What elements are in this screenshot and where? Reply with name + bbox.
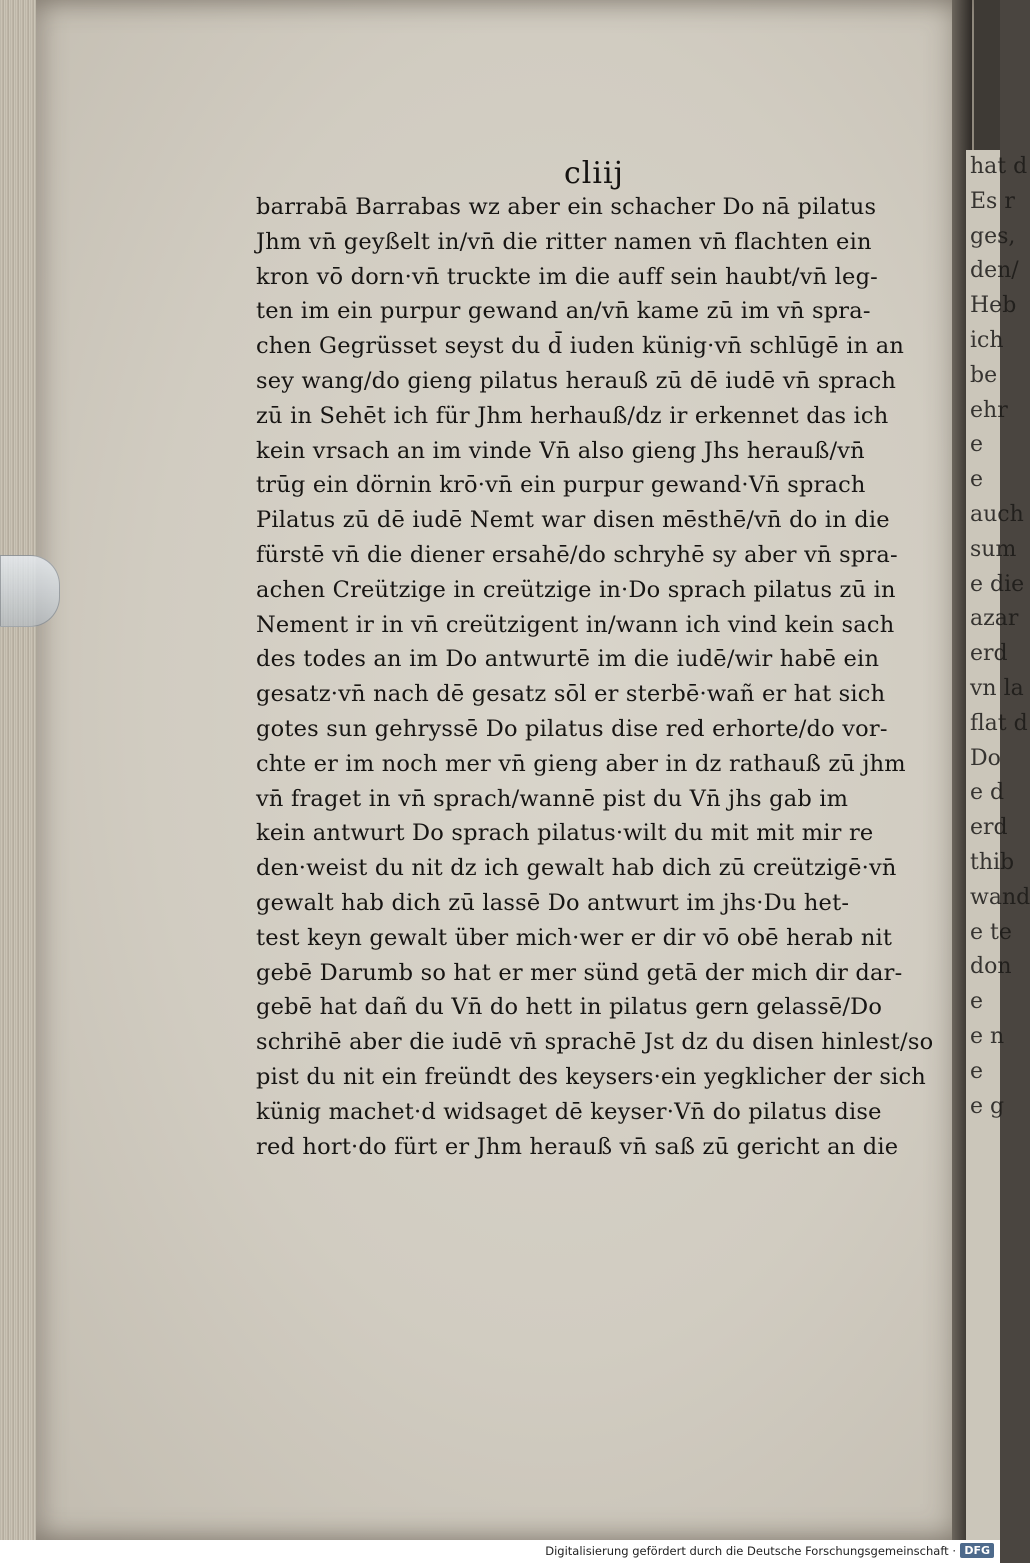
facing-page-fragment: ges,	[970, 223, 1016, 249]
facing-page-fragment: Do	[970, 745, 1001, 771]
text-line: gewalt hab dich zū lassē Do antwurt im jhs·Du het-	[256, 889, 850, 916]
facing-page-fragment: e d	[970, 780, 1005, 806]
facing-page-fragment: vn la	[970, 675, 1024, 701]
text-line: zū in Sehēt ich für Jhm herhauß/dz ir erkennet das ich	[256, 402, 889, 429]
facing-page-fragment: erd	[970, 641, 1008, 667]
facing-page-fragment: erd	[970, 815, 1008, 841]
facing-page-fragment: e	[970, 432, 984, 458]
facing-page-fragment: e g	[970, 1093, 1005, 1119]
text-line: chen Gegrüsset seyst du d̄ iuden künig·vn̄ schlūgē in an	[256, 333, 905, 360]
facing-page-fragment: e	[970, 467, 984, 493]
facing-page-fragment: e n	[970, 1023, 1005, 1049]
facing-page-fragment: ehr	[970, 397, 1008, 423]
facing-page-fragment: hat d	[970, 154, 1028, 179]
text-line: barrabā Barrabas wz aber ein schacher Do nā pilatus	[256, 194, 877, 220]
facing-page-fragment: ich	[970, 327, 1004, 353]
text-line: Jhm vn̄ geyßelt in/vn̄ die ritter namen vn̄ flachten ein	[256, 228, 872, 255]
text-line: sey wang/do gieng pilatus herauß zū dē iudē vn̄ sprach	[256, 367, 897, 394]
text-line: Pilatus zū dē iudē Nemt war disen mēsthē/vn̄ do in die	[256, 507, 890, 534]
folio-number: cliij	[564, 156, 624, 191]
page-clip	[0, 555, 60, 627]
facing-page-edge	[966, 150, 1030, 1540]
page-stack-edge	[0, 0, 40, 1540]
text-line: test keyn gewalt über mich·wer er dir vō obē herab nit	[256, 924, 893, 951]
text-line: den·weist du nit dz ich gewalt hab dich zū creützigē·vn̄	[256, 855, 897, 882]
text-line: chte er im noch mer vn̄ gieng aber in dz rathauß zū jhm	[256, 750, 906, 777]
facing-page-fragment: flat d	[970, 710, 1028, 736]
text-line: künig machet·d widsaget dē keyser·Vn̄ do pilatus dise	[256, 1098, 882, 1125]
text-line: kron vō dorn·vn̄ truckte im die auff sein haubt/vn̄ leg-	[256, 263, 878, 290]
dfg-logo: DFG	[960, 1543, 994, 1558]
text-line: Nement ir in vn̄ creützigent in/wann ich vind kein sach	[256, 611, 895, 638]
facing-page-fragment: sum	[970, 536, 1017, 562]
text-line: kein vrsach an im vinde Vn̄ also gieng Jhs herauß/vn̄	[256, 437, 865, 464]
text-line: red hort·do fürt er Jhm herauß vn̄ saß zū gericht an die	[256, 1133, 899, 1160]
facing-page-fragment: don	[970, 954, 1012, 980]
facing-page-fragment: be	[970, 362, 998, 388]
text-line: pist du nit ein freündt des keysers·ein yegklicher der sich	[256, 1063, 926, 1090]
text-line: des todes an im Do antwurtē im die iudē/wir habē ein	[256, 646, 880, 673]
facing-page-fragment: Es r	[970, 188, 1015, 214]
text-line: vn̄ fraget in vn̄ sprach/wannē pist du Vn̄ jhs gab im	[256, 785, 849, 812]
text-line: gesatz·vn̄ nach dē gesatz sōl er sterbē·wañ er hat sich	[256, 681, 886, 708]
facing-page-fragment: e	[970, 989, 984, 1015]
funding-credit: Digitalisierung gefördert durch die Deutsche Forschungsgemeinschaft ·	[545, 1544, 956, 1558]
text-line: gebē hat dañ du Vn̄ do hett in pilatus gern gelassē/Do	[256, 994, 883, 1021]
text-line: ten im ein purpur gewand an/vn̄ kame zū im vn̄ spra-	[256, 298, 871, 325]
text-line: trūg ein dörnin krō·vn̄ ein purpur gewand·Vn̄ sprach	[256, 472, 866, 499]
text-line: fürstē vn̄ die diener ersahē/do schryhē sy aber vn̄ spra-	[256, 541, 898, 568]
facing-page-fragment: e	[970, 1058, 984, 1084]
facing-page-fragment: den/	[970, 258, 1019, 284]
text-line: gebē Darumb so hat er mer sünd getā der mich dir dar-	[256, 959, 903, 986]
text-line: achen Creützige in creützige in·Do sprach pilatus zū in	[256, 576, 896, 603]
facing-page-fragment: e te	[970, 919, 1012, 945]
facing-page-fragment: azar	[970, 606, 1019, 632]
footer-bar	[0, 1540, 1000, 1563]
text-block	[256, 190, 934, 1164]
facing-page-fragment: Heb	[970, 293, 1017, 319]
facing-page-fragment: wand	[970, 884, 1030, 910]
text-line: schrihē aber die iudē vn̄ sprachē Jst dz du disen hinlest/so	[256, 1029, 934, 1056]
facing-page-fragment: e die	[970, 571, 1025, 597]
facing-page-fragment: thib	[970, 849, 1015, 875]
facing-page-fragment: auch	[970, 501, 1024, 527]
text-line: kein antwurt Do sprach pilatus·wilt du mit mit mir re	[256, 820, 874, 847]
text-line: gotes sun gehryssē Do pilatus dise red erhorte/do vor-	[256, 715, 888, 742]
